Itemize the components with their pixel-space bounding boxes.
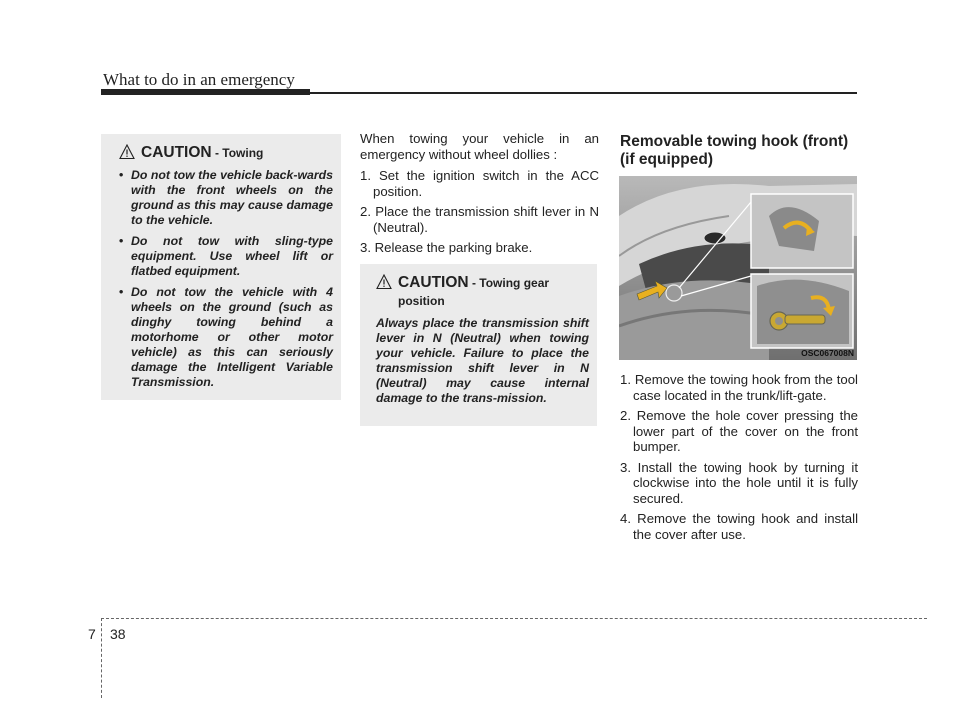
step-item: 3. Release the parking brake. (360, 240, 533, 255)
caution-heading (376, 274, 589, 310)
towing-procedure (360, 131, 599, 261)
towing-steps (360, 168, 599, 256)
caution-label: CAUTION (398, 274, 469, 291)
footer-divider (101, 618, 927, 619)
caution-subtitle: - Towing gear position (398, 276, 550, 308)
caution-text: Always place the transmission shift lever in N (Neutral) when towing your vehicle. Failure to place the transmission shift lever in N (Neutral) may cause internal damage to the trans-mission. (376, 316, 589, 405)
car-front-drawing (619, 176, 857, 360)
header-rule (101, 92, 857, 94)
step-item: 1. Remove the towing hook from the tool case located in the trunk/lift-gate. (620, 372, 858, 403)
towing-intro: When towing your vehicle in an emergency without wheel dollies : (360, 131, 599, 162)
footer-divider-vertical (101, 618, 102, 698)
step-item: 3. Install the towing hook by turning it clockwise into the hole until it is fully secured. (620, 459, 858, 506)
warning-triangle-icon (119, 144, 135, 160)
caution-box-gear-position (360, 264, 597, 426)
step-item: 2. Remove the hole cover pressing the lower part of the cover on the front bumper. (620, 408, 858, 454)
caution-subtitle: - Towing (211, 146, 264, 160)
page-number: 38 (110, 626, 126, 642)
page-header-title: What to do in an emergency (103, 70, 295, 89)
section-title: Removable towing hook (front) (if equipped) (620, 133, 849, 168)
step-item: 2. Place the transmission shift lever in N (Neutral). (360, 204, 599, 235)
image-code: OSC067008N (801, 348, 854, 358)
caution-item: • Do not tow with sling-type equipment. Use wheel lift or flatbed equipment. (119, 234, 333, 279)
caution-item: • Do not tow the vehicle with 4 wheels on the ground (such as dinghy towing behind a motorhome or other motor vehicle) as this can seriously damage the Intelligent Variable Transmission. (119, 285, 333, 390)
caution-heading (119, 144, 333, 162)
towing-hook-illustration (619, 176, 857, 360)
caution-box-towing (101, 134, 341, 400)
step-item: 4. Remove the towing hook and install the cover after use. (620, 511, 858, 542)
chapter-number: 7 (88, 626, 96, 642)
hook-steps (620, 372, 858, 547)
caution-item: • Do not tow the vehicle back-wards with the front wheels on the ground as this may cause damage to the vehicle. (119, 168, 333, 228)
caution-list (119, 168, 333, 390)
warning-triangle-icon (376, 274, 392, 290)
caution-label: CAUTION (141, 144, 212, 161)
step-item: 1. Set the ignition switch in the ACC position. (360, 168, 599, 199)
